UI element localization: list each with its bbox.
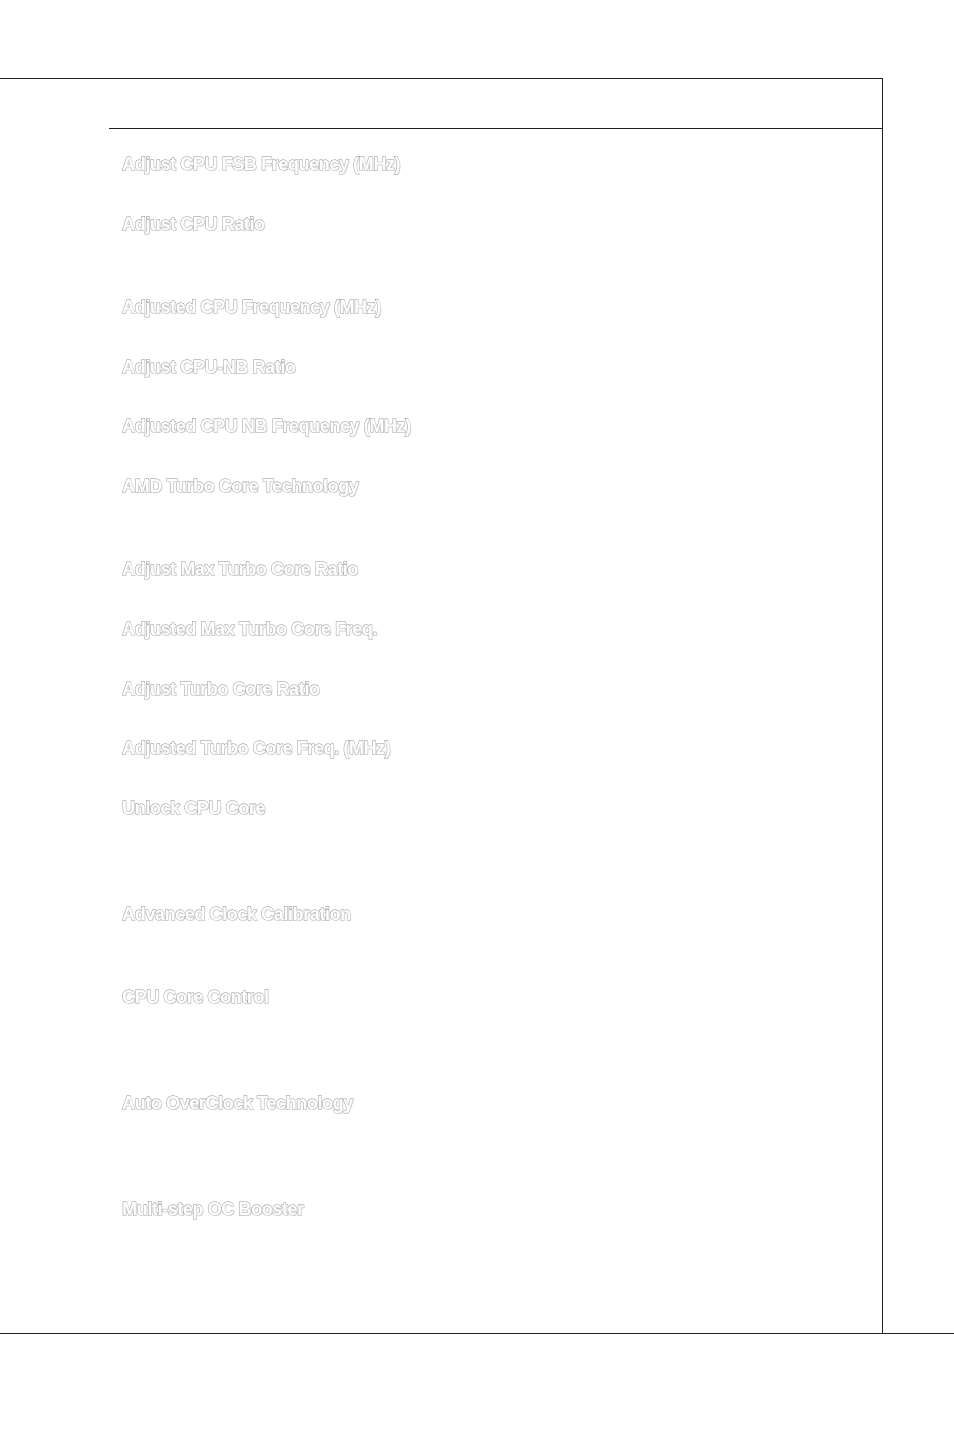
setting-label-max-turbo-core-ratio: Adjust Max Turbo Core Ratio — [122, 559, 358, 579]
right-border-line — [882, 78, 883, 1334]
setting-label-adjusted-cpu-nb-frequency: Adjusted CPU NB Frequency (MHz) — [122, 416, 411, 436]
header-divider-line — [109, 128, 883, 129]
setting-label-cpu-core-control: CPU Core Control — [122, 987, 269, 1007]
bottom-border-line — [0, 1333, 954, 1334]
setting-label-adjusted-turbo-core-freq: Adjusted Turbo Core Freq. (MHz) — [122, 738, 391, 758]
setting-label-cpu-ratio: Adjust CPU Ratio — [122, 214, 265, 234]
setting-label-auto-overclock: Auto OverClock Technology — [122, 1093, 353, 1113]
top-border-line — [0, 78, 883, 79]
setting-label-cpu-nb-ratio: Adjust CPU-NB Ratio — [122, 357, 296, 377]
setting-label-advanced-clock-calibration: Advanced Clock Calibration — [122, 904, 351, 924]
setting-label-unlock-cpu-core: Unlock CPU Core — [122, 798, 266, 818]
setting-label-multi-step-oc-booster: Multi-step OC Booster — [122, 1199, 304, 1219]
setting-label-turbo-core-ratio: Adjust Turbo Core Ratio — [122, 679, 320, 699]
setting-label-adjusted-max-turbo-core-freq: Adjusted Max Turbo Core Freq. — [122, 619, 378, 639]
setting-label-amd-turbo-core: AMD Turbo Core Technology — [122, 476, 359, 496]
setting-label-cpu-fsb-frequency: Adjust CPU FSB Frequency (MHz) — [122, 154, 401, 174]
setting-label-adjusted-cpu-frequency: Adjusted CPU Frequency (MHz) — [122, 297, 381, 317]
